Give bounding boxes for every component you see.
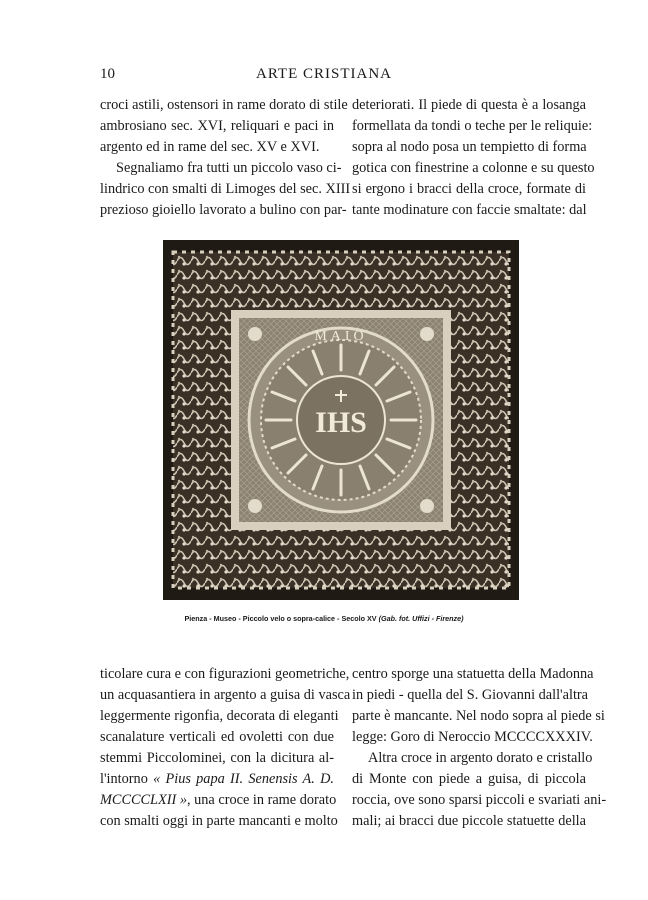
text-column-top-right <box>352 95 595 221</box>
text-line: con smalti oggi in parte mancanti e molto <box>100 813 338 829</box>
text-line: scanalature verticali ed ovoletti con due <box>100 729 334 745</box>
text-line: argento ed in rame del sec. XV e XVI. <box>100 139 320 155</box>
text-line: roccia, ove sono sparsi piccoli e svariati ani- <box>352 792 607 808</box>
quote-trail: , una croce in rame dorato <box>186 792 337 808</box>
text-line: parte è mancante. Nel nodo sopra al piede si <box>352 708 605 724</box>
text-line: di Monte con piede a guisa, di piccola <box>352 771 586 787</box>
text-column-bottom-left <box>100 664 351 832</box>
text-line: sopra al nodo posa un tempietto di forma <box>352 139 587 155</box>
quote-italic: « Pius papa II. Senensis A. D. <box>153 771 334 787</box>
text-line: gotica con finestrine a colonne e su questo <box>352 160 595 176</box>
text-line: ticolare cura e con figurazioni geometriche, <box>100 666 350 682</box>
text-line: un acquasantiera in argento a guisa di vasca <box>100 687 351 703</box>
quote-italic-date: MCCCCLXII » <box>100 792 187 808</box>
caption-credit: (Gab. fot. Uffizi - Firenze) <box>378 614 464 623</box>
quote-lead: l'intorno <box>100 771 154 787</box>
text-line: Segnaliamo fra tutti un piccolo vaso ci- <box>116 160 342 176</box>
page-number: 10 <box>100 66 115 82</box>
text-line: in piedi - quella del S. Giovanni dall'altra <box>352 687 589 703</box>
text-line: leggermente rigonfia, decorata di eleganti <box>100 708 339 724</box>
veil-inscription: MAIO <box>314 329 368 344</box>
text-line: centro sporge una statuetta della Madonna <box>352 666 594 682</box>
chalice-veil-photo <box>163 240 519 600</box>
text-line: mali; ai bracci due piccole statuette della <box>352 813 586 829</box>
figure-caption <box>0 614 648 623</box>
ihs-monogram: IHS <box>315 406 367 439</box>
text-line: prezioso gioiello lavorato a bulino con par- <box>100 202 347 218</box>
text-line: Altra croce in argento dorato e cristallo <box>368 750 593 766</box>
text-line: ambrosiano sec. XVI, reliquari e paci in <box>100 118 334 134</box>
text-line: lindrico con smalti di Limoges del sec. XIII <box>100 181 351 197</box>
text-line: tante modinature con faccie smaltate: dal <box>352 202 587 218</box>
text-line <box>100 769 334 790</box>
text-line <box>100 790 337 811</box>
text-line: legge: Goro di Neroccio MCCCCXXXIV. <box>352 729 593 745</box>
text-line: stemmi Piccolominei, con la dicitura al- <box>100 750 334 766</box>
text-line: formellata da tondi o teche per le reliquie: <box>352 118 593 134</box>
running-title: ARTE CRISTIANA <box>255 66 392 82</box>
text-line: croci astili, ostensori in rame dorato di stile <box>100 97 348 113</box>
text-line: si ergono i bracci della croce, formate di <box>352 181 586 197</box>
text-line: deteriorati. Il piede di questa è a losanga <box>352 97 586 113</box>
caption-main: Pienza - Museo - Piccolo velo o sopra-calice - Secolo XV <box>184 614 377 623</box>
text-column-bottom-right <box>352 664 607 832</box>
chalice-veil-illustration <box>163 240 519 600</box>
text-column-top-left <box>100 95 351 221</box>
